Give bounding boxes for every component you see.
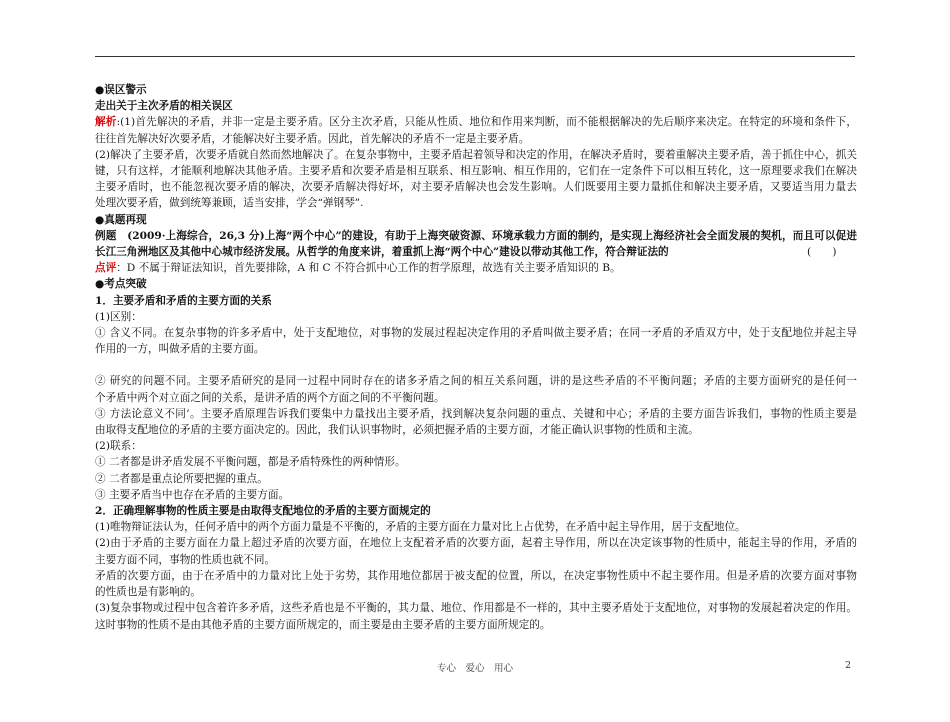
analysis-line [95,114,857,130]
analysis-line: 主要矛盾时，也不能忽视次要矛盾的解决，次要矛盾解决得好坏，对主要矛盾解决也会发生影响。人们既要用主要力量抓住和解决主要矛盾，又要适当用力量去 [95,181,857,194]
comment-text: ：D 不属于辩证法知识，首先要排除，A 和 C 不符合抓中心工作的哲学原理，故选有关主要矛盾知识的 B。 [116,262,621,275]
list-item: ① 二者都是讲矛盾发展不平衡问题，都是矛盾特殊性的两种情形。 [95,456,406,469]
header-rule [95,56,855,57]
topic-title: 2．正确理解事物的性质主要是由取得支配地位的矛盾的主要方面规定的 [95,505,431,518]
paragraph-line: 矛盾的次要方面，由于在矛盾中的力量对比上处于劣势，其作用地位都居于被支配的位置，所以，在决定事物性质中不起主要作用。但是矛盾的次要方面对事物 [95,569,857,582]
subheading-connection: (2)联系： [95,440,142,453]
topic-title: 1．主要矛盾和矛盾的主要方面的关系 [95,294,272,307]
section-heading-key-points: ●考点突破 [95,278,147,291]
paragraph-line: 主要方面不同，事物的性质也就不同。 [95,553,276,566]
example-question-text: 长江三角洲地区及其他中心城市经济发展。从哲学的角度来讲，着重抓上海“两个中心”建设以带动其他工作，符合辩证法的 [95,246,669,259]
list-item: ① 含义不同。在复杂事物的许多矛盾中，处于支配地位，对事物的发展过程起决定作用的矛盾叫做主要矛盾；在同一矛盾的矛盾双方中，处于支配地位并起主导 [95,327,857,340]
comment-label: 点评 [95,262,117,275]
pitfalls-subheading: 走出关于主次矛盾的相关误区 [95,100,233,113]
list-item: 由取得支配地位的矛盾的主要方面决定的。因此，我们认识事物时，必须把握矛盾的主要方面，才能正确认识事物的性质和主流。 [95,424,699,437]
section-heading-pitfalls: ●误区警示 [95,84,147,96]
footer-motto: 专心 爱心 用心 [436,663,513,674]
answer-parentheses: ( ) [807,246,837,259]
list-item: ② 研究的问题不同。主要矛盾研究的是同一过程中同时存在的诸多矛盾之间的相互关系问题，讲的是这些矛盾的不平衡问题；矛盾的主要方面研究的是任何一 [95,375,857,388]
analysis-line: 处理次要矛盾，做到统筹兼顾，适当安排，学会“弹钢琴”. [95,197,364,210]
analysis-line: 键，只有这样，才能顺利地解决其他矛盾。主要矛盾和次要矛盾是相互联系、相互影响、相互作用的，它们在一定条件下可以相互转化，这一原理要求我们在解决 [95,165,857,178]
analysis-label: 解析 [95,116,117,129]
blank-line [95,357,857,373]
page-number: 2 [845,660,852,671]
list-item: 作用的一方，叫做矛盾的主要方面。 [95,343,265,356]
list-item: ③ 主要矛盾当中也存在矛盾的主要方面。 [95,488,290,501]
section-heading-real-exam: ●真题再现 [95,213,147,226]
list-item: ② 二者都是重点论所要把握的重点。 [95,472,268,485]
analysis-line: (2)解决了主要矛盾，次要矛盾就自然而然地解决了。在复杂事物中，主要矛盾起着领导和决定的作用，在解决矛盾时，要着重解决主要矛盾，善于抓住中心，抓关 [95,148,857,161]
page-content [95,82,857,633]
comment-line [95,260,857,276]
example-question-line [95,244,857,260]
paragraph-line: 的性质也是有影响的。 [95,586,201,599]
example-question-line: 例题 (2009·上海综合，26,3 分)上海“两个中心”的建设，有助于上海突破资源、环境承载力方面的制约，是实现上海经济社会全面发展的契机，而且可以促进 [95,229,857,242]
paragraph-line: (2)由于矛盾的主要方面在力量上超过矛盾的次要方面，在地位上支配着矛盾的次要方面，起着主导作用，所以在决定该事物的性质中，能起主导的作用，矛盾的 [95,537,857,550]
paragraph-line: 这时事物的性质不是由其他矛盾的主要方面所规定的，而主要是由主要矛盾的主要方面所规定的。 [95,618,551,631]
paragraph-line: (3)复杂事物或过程中包含着许多矛盾，这些矛盾也是不平衡的，其力量、地位、作用都是不一样的，其中主要矛盾处于支配地位，对事物的发展起着决定的作用。 [95,602,857,615]
analysis-line: 往往首先解决好次要矛盾，才能解决好主要矛盾。因此，首先解决的矛盾不一定是主要矛盾。 [95,132,530,145]
list-item: ③ 方法论意义不同’。主要矛盾原理告诉我们要集中力量找出主要矛盾，找到解决复杂问题的重点、关键和中心；矛盾的主要方面告诉我们，事物的性质主要是 [95,407,857,420]
analysis-text: :(1)首先解决的矛盾，并非一定是主要矛盾。区分主次矛盾，只能从性质、地位和作用来判断，而不能根据解决的先后顺序来决定。在特定的环境和条件下， [116,116,858,129]
subheading-difference: (1)区别： [95,310,142,323]
paragraph-line: (1)唯物辩证法认为，任何矛盾中的两个方面力量是不平衡的，矛盾的主要方面在力量对比上占优势，在矛盾中起主导作用，居于支配地位。 [95,521,746,534]
list-item: 个矛盾中两个对立面之间的关系，是讲矛盾的两个方面之间的不平衡问题。 [95,391,445,404]
